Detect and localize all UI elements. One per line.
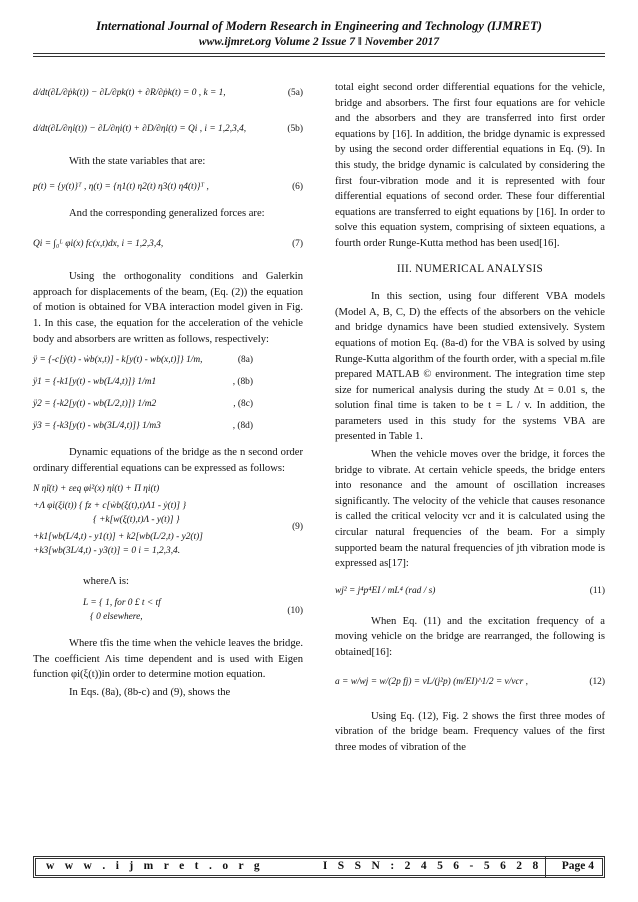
equation-8c-text: ÿ2 = {-k2[y(t) - wb(L/2,t)]} 1/m2 — [33, 399, 157, 410]
equation-8d — [33, 419, 303, 441]
journal-title: International Journal of Modern Research in Engineering and Technology (IJMRET) — [96, 19, 542, 33]
footer-website: w w w . i j m r e t . o r g — [46, 860, 264, 872]
equation-9-line-5: +k3[wb(3L/4,t) - y3(t)] = 0 i = 1,2,3,4. — [33, 546, 181, 557]
equation-10-line-1: L = { 1, for 0 £ t < tf — [83, 597, 161, 608]
equation-8c — [33, 397, 303, 419]
state-variables-text: With the state variables that are: — [69, 156, 206, 167]
equation-8a-number: (8a) — [237, 355, 253, 366]
equation-9-number: (9) — [292, 522, 303, 533]
equation-11-text: wj² = j⁴p⁴EI / mL⁴ (rad / s) — [335, 585, 436, 596]
equation-9 — [33, 482, 303, 574]
dynamic-equations-paragraph: Dynamic equations of the bridge as the n second order ordinary differential equations can be expressed as follows: — [33, 447, 303, 474]
leave-time-paragraph: Where tfis the time when the vehicle leaves the bridge. The coefficient Λis time dependent and is used with Eigen function φi(ξ(t))in order to determine motion equation. — [33, 637, 303, 681]
equation-8d-number: , (8d) — [232, 421, 253, 432]
footer-page-number: Page 4 — [561, 860, 594, 872]
journal-header — [33, 18, 605, 50]
equation-5a-number: (5a) — [287, 88, 303, 98]
equation-9-line-2: +Λ φi(ξi(t)) { fz + c[ẇb(ξ(t),t)Λ1 - ẏ(t)] } — [33, 501, 187, 512]
equation-8a-text: ÿ = {-c[ẏ(t) - ẇb(x,t)] - k[y(t) - wb(x,t)]} 1/m, — [33, 355, 203, 366]
left-column — [33, 80, 303, 702]
galerkin-paragraph: Using the orthogonality conditions and Galerkin approach for displacements of the beam, (Eq. (2)) the equation of motion is obtained for VBA interaction model given in Fig. 1. In this case, the equation for the acceleration of the vehicle body and absorbers are written as follows, respectively: — [33, 271, 303, 345]
section-intro-paragraph: In this section, using four different VBA models (Model A, B, C, D) the effects of the absorbers on the vehicle and bridge dynamics have been studied extensively. System equations of motion Eq. (8a-d) for the VBA is solved by using Runge-Kutta algorithm of the fourth order, with a special m.file prepared MATLAB © environment. The integration time step size for numerical analysis during the study Δt = 0.01 s, the solution final time is taken to be t = L / v. In addition, the parameters used in this study for the systems VBA are presented in Table 1. — [335, 291, 605, 443]
vehicle-resonance-paragraph: When the vehicle moves over the bridge, it forces the bridge to vibrate. At certain vehicle speeds, the bridge enters into resonance and the amount of oscillation increases significantly. The velocity of the vehicle that causes resonance is called the critical velocity vcr and it is calculated using the circular natural frequencies of the beam. For a simply supported beam the natural frequencies of jth vibration mode is expressed as[17]: — [335, 449, 605, 570]
header-rule-thin — [33, 56, 605, 57]
rearranged-paragraph: When Eq. (11) and the excitation frequency of a moving vehicle on the bridge are rearranged, the following is obtained[16]: — [335, 615, 605, 658]
equation-8c-number: , (8c) — [233, 399, 253, 410]
equation-12 — [335, 675, 605, 709]
eqs-paragraph: In Eqs. (8a), (8b-c) and (9), shows the — [69, 686, 231, 698]
journal-subtitle: www.ijmret.org Volume 2 Issue 7 ǁ November 2017 — [198, 36, 440, 48]
equation-5a-text: d/dt(∂L/∂ṗk(t)) − ∂L/∂pk(t) + ∂R/∂ṗk(t) = 0 , k = 1, — [33, 88, 226, 98]
total-equations-paragraph: total eight second order differential equations for the vehicle, bridge and absorbers. The first four equations are for vehicle and the absorbers and they are transferred into first order equations by [16]. In addition, the bridge dynamic is expressed by using the second order differential equations in Eq. (9). In this study, the bridge dynamic is calculated by considering the first four-vibration mode and it is represented with four differential equations of second order. These four differential equations are transferred to eight equations by [16]. In order to solve this equation system, comprising of sixteen equations, a fourth order Runge-Kutta method has been used[16]. — [335, 82, 605, 249]
equation-5a — [33, 86, 303, 114]
equation-8d-text: ÿ3 = {-k3[y(t) - wb(3L/4,t)]} 1/m3 — [33, 421, 161, 432]
equation-6-number: (6) — [292, 181, 303, 192]
equation-10-line-2: { 0 elsewhere, — [90, 611, 143, 622]
footer-issn: I S S N : 2 4 5 6 - 5 6 2 8 — [322, 860, 543, 872]
equation-12-number: (12) — [589, 676, 605, 687]
equation-9-line-4: +k1[wb(L/4,t) - y1(t)] + k2[wb(L/2,t) - y2(t)] — [33, 532, 203, 543]
equation-5b — [33, 122, 303, 152]
footer-website-issn — [46, 860, 542, 872]
equation-5b-number: (5b) — [287, 124, 303, 134]
equation-7-text: Qi = ∫₀ᴸ φi(x) fc(x,t)dx, i = 1,2,3,4, — [33, 239, 164, 250]
footer-separator — [545, 857, 546, 877]
equation-9-line-3: { +k[w(ξ(t),t)Λ - y(t)] } — [93, 515, 180, 526]
equation-8b-text: ÿ1 = {-k1[y(t) - wb(L/4,t)]} 1/m1 — [33, 377, 157, 388]
equation-6 — [33, 180, 303, 202]
equation-10 — [33, 596, 303, 630]
page — [33, 18, 605, 886]
equation-5b-text: d/dt(∂L/∂η̇i(t)) − ∂L/∂ηi(t) + ∂D/∂η̇i(t) = Qi , i = 1,2,3,4, — [33, 124, 247, 134]
equation-8b-number: , (8b) — [232, 377, 253, 388]
right-column — [335, 80, 605, 757]
where-lambda-text: whereΛ is: — [83, 576, 129, 588]
equation-7-number: (7) — [292, 239, 303, 250]
page-footer — [33, 856, 605, 878]
body-columns — [33, 80, 605, 825]
equation-6-text: p(t) = {y(t)}ᵀ , η(t) = {η1(t) η2(t) η3(t) η4(t)}ᵀ , — [33, 181, 209, 192]
equation-10-number: (10) — [287, 605, 303, 616]
equation-8a — [33, 353, 303, 375]
header-rule — [33, 53, 605, 54]
equation-9-line-1: N η̈i(t) + εeq φi²(x) η̇i(t) + Π ηi(t) — [33, 484, 160, 495]
equation-12-text: a = w/wj = w/(2p fj) = vL/(j²p) (m/EI)^1/2 = v/vcr , — [335, 676, 528, 687]
mode-shapes-paragraph: Using Eq. (12), Fig. 2 shows the first three modes of vibration of the bridge beam. Frequency values of the first three modes of vibration of the — [335, 710, 605, 753]
generalized-forces-text: And the corresponding generalized forces are: — [69, 207, 265, 219]
equation-11 — [335, 584, 605, 614]
equation-8b — [33, 375, 303, 397]
section-heading: III. NUMERICAL ANALYSIS — [396, 262, 544, 275]
equation-7 — [33, 229, 303, 263]
equation-11-number: (11) — [589, 585, 605, 596]
equations-8 — [33, 353, 303, 441]
